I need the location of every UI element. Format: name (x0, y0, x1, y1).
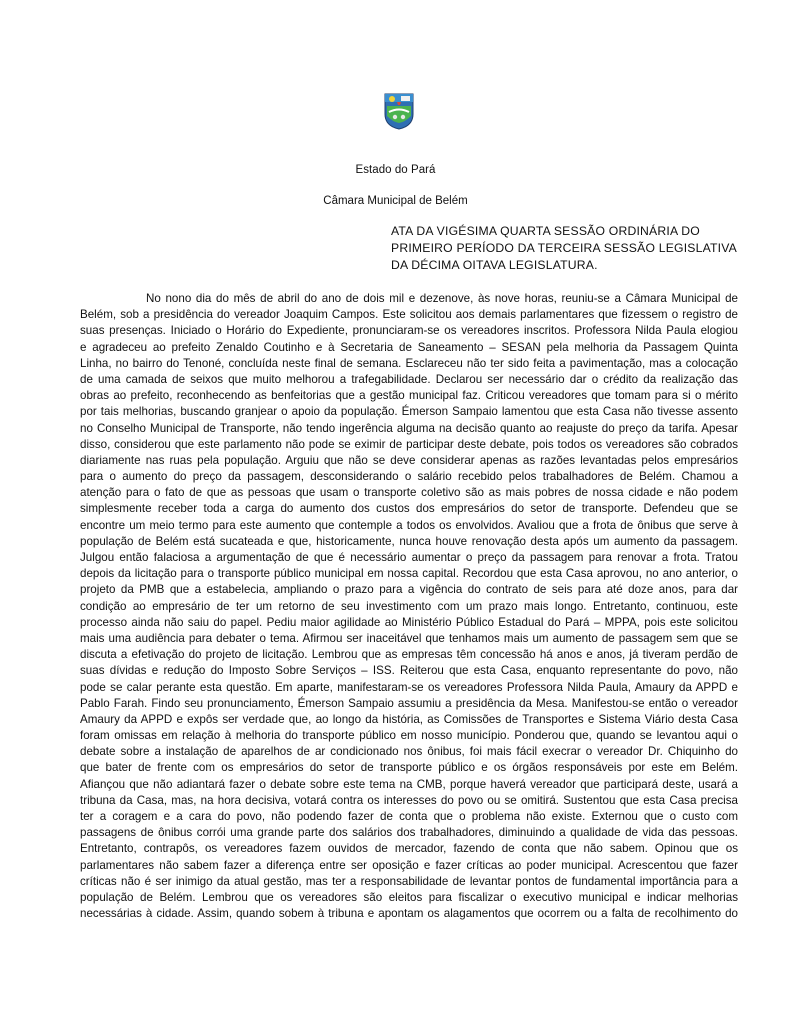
chamber-heading: Câmara Municipal de Belém (323, 195, 468, 207)
body-line: Pablo Farah. Findo seu pronunciamento, Émerson Sampaio assumiu a presidência da Mesa. Manifestou-se então o vereador (80, 696, 738, 710)
minutes-title-line: DA DÉCIMA OITAVA LEGISLATURA. (391, 258, 598, 272)
body-line: Afiançou que não adiantará fazer o debate sobre este tema na CMB, porque haverá vereador que participará deste, usará a (80, 777, 738, 791)
body-line: ter a coragem e a cara do povo, não podendo fazer de conta que o problema não existe. Externou que o custo com (80, 810, 738, 823)
body-line: parlamentares não sabem fazer a diferença entre ser oposição e fazer críticas ao poder municipal. Acrescentou que fazer (80, 858, 738, 872)
body-line: de uma camada de seixos que muito melhorou a trafegabilidade. Declarou ser necessário dar o crédito da realização das (80, 372, 738, 386)
body-line: condição ao empresário de ter um retorno de seu investimento com um prazo mais longo. Entretanto, continuou, este (80, 599, 738, 613)
body-line: debate sobre a instalação de aparelhos de ar condicionado nos ônibus, foi mais fácil execrar o vereador Dr. Chiquinho do (80, 745, 738, 759)
body-line: que bater de frente com os empresários do setor de transporte público e os órgãos responsáveis por este em Belém. (80, 761, 738, 775)
body-line: Julgou então falaciosa a argumentação de que é necessário aumentar o preço da passagem para renovar a frota. Tratou (80, 551, 738, 564)
body-line: depois da licitação para o transporte público municipal em nossa capital. Recordou que esta Casa aprovou, no ano anterior, o (80, 567, 738, 581)
body-line: foram omissas em relação à melhoria do transporte público em nosso município. Ponderou que, quando se levantou aqui o (80, 729, 738, 743)
minutes-title-line: ATA DA VIGÉSIMA QUARTA SESSÃO ORDINÁRIA DO (391, 224, 700, 238)
minutes-title-line: PRIMEIRO PERÍODO DA TERCEIRA SESSÃO LEGISLATIVA (391, 241, 737, 255)
body-line: processo ainda não saiu do papel. Pediu maior agilidade ao Ministério Público Estadual do Pará – MPPA, pois este solicitou (80, 615, 738, 629)
body-line: obras ao prefeito, reconhecendo as benfeitorias que a gestão municipal faz. Criticou vereadores que tomam para si o mérito (80, 389, 738, 403)
body-line: Entretanto, contrapôs, os vereadores fazem ouvidos de mercador, fazendo de conta que não sabem. Opinou que os (80, 842, 738, 856)
minutes-title (391, 223, 739, 274)
body-line: necessárias à cidade. Assim, quando sobem à tribuna e apontam os alagamentos que ocorrem ou a falta de recolhimento do (80, 907, 738, 921)
body-line: para o aumento do preço da passagem, desconsiderando o salário recebido pelos trabalhadores de Belém. Chamou a (80, 470, 738, 484)
body-line: população de Belém. Lembrou que os vereadores são eleitos para fiscalizar o executivo municipal e indicar melhorias (80, 890, 738, 904)
minutes-body (80, 291, 738, 922)
body-line: suas presenças. Iniciado o Horário do Expediente, pronunciaram-se os vereadores inscritos. Professora Nilda Paula elogiou (80, 324, 738, 338)
body-line: Linha, no bairro do Tenoné, concluída neste final de semana. Esclareceu não ter sido feita a pavimentação, mas a colocação (80, 356, 738, 370)
body-line: mais uma audiência para debater o tema. Afirmou ser inaceitável que tenhamos mais um aumento de passagem sem que se (80, 631, 738, 645)
body-line: discuta a efetivação do projeto de licitação. Lembrou que as empresas têm concessão há anos e anos, já tiveram perdão de (80, 648, 738, 662)
body-line: passagens de ônibus corrói uma grande parte dos salários dos trabalhadores, diminuindo a qualidade de vida das pessoas. (80, 826, 738, 840)
body-line: disso, considerou que este parlamento não pode se eximir de participar deste debate, pois todos os vereadores são cobrados (80, 437, 738, 451)
body-line: por tais melhorias, buscando granjear o apoio da população. Émerson Sampaio lamentou que esta Casa não tivesse assento (80, 405, 738, 419)
body-line: pode se calar perante esta questão. Em aparte, manifestaram-se os vereadores Professora Nilda Paula, Amaury da APPD e (80, 680, 738, 694)
body-line: diariamente nas ruas pela população. Arguiu que não se deve considerar apenas as razões levantadas pelos empresários (80, 453, 738, 467)
body-line: projeto da PMB que a estabelecia, ampliando o prazo para a vigência do contrato de seis para até doze anos, para dar (80, 583, 738, 597)
body-line: Belém, sob a presidência do vereador Joaquim Campos. Este solicitou aos demais parlamentares que fizessem o registro de (80, 308, 738, 322)
body-line: encontre um meio termo para este aumento que contemple a todos os envolvidos. Avaliou que a frota de ônibus que serve à (80, 518, 738, 532)
body-line: simplesmente receber toda a carga do aumento dos custos dos empresários do setor de transporte. Defendeu que se (80, 502, 738, 516)
body-line: No nono dia do mês de abril do ano de dois mil e dezenove, às nove horas, reuniu-se a Câmara Municipal de (146, 292, 738, 305)
body-line: atenção para o fato de que as pessoas que usam o transporte coletivo são as mais pobres de nossa cidade e não podem (80, 486, 738, 500)
body-line: tribuna da Casa, mas, na hora decisiva, votará contra os interesses do povo ou se omitirá. Sustentou que esta Casa precisa (80, 793, 738, 807)
body-line: suas dívidas e redução do Imposto Sobre Serviços – ISS. Reiterou que esta Casa, enquanto representante do povo, não (80, 664, 738, 678)
body-line: no Conselho Municipal de Transporte, não tendo ingerência alguma na decisão quanto ao reajuste do preço da tarifa. Apesar (80, 421, 738, 435)
coat-of-arms-icon (383, 92, 415, 130)
state-heading: Estado do Pará (355, 164, 436, 176)
body-line: Amaury da APPD e expôs ser verdade que, ao longo da história, as Comissões de Transportes e Sistema Viário desta Casa (80, 712, 738, 726)
body-line: população de Belém está sucateada e que, historicamente, nunca houve renovação desta após um aumento da passagem. (80, 534, 738, 548)
body-line: e agradeceu ao prefeito Zenaldo Coutinho e à Secretaria de Saneamento – SESAN pela melhoria da Passagem Quinta (80, 340, 738, 354)
body-line: críticas não é ser inimigo da atual gestão, mas ter a responsabilidade de levantar pontos de fundamental importância para a (80, 874, 738, 888)
